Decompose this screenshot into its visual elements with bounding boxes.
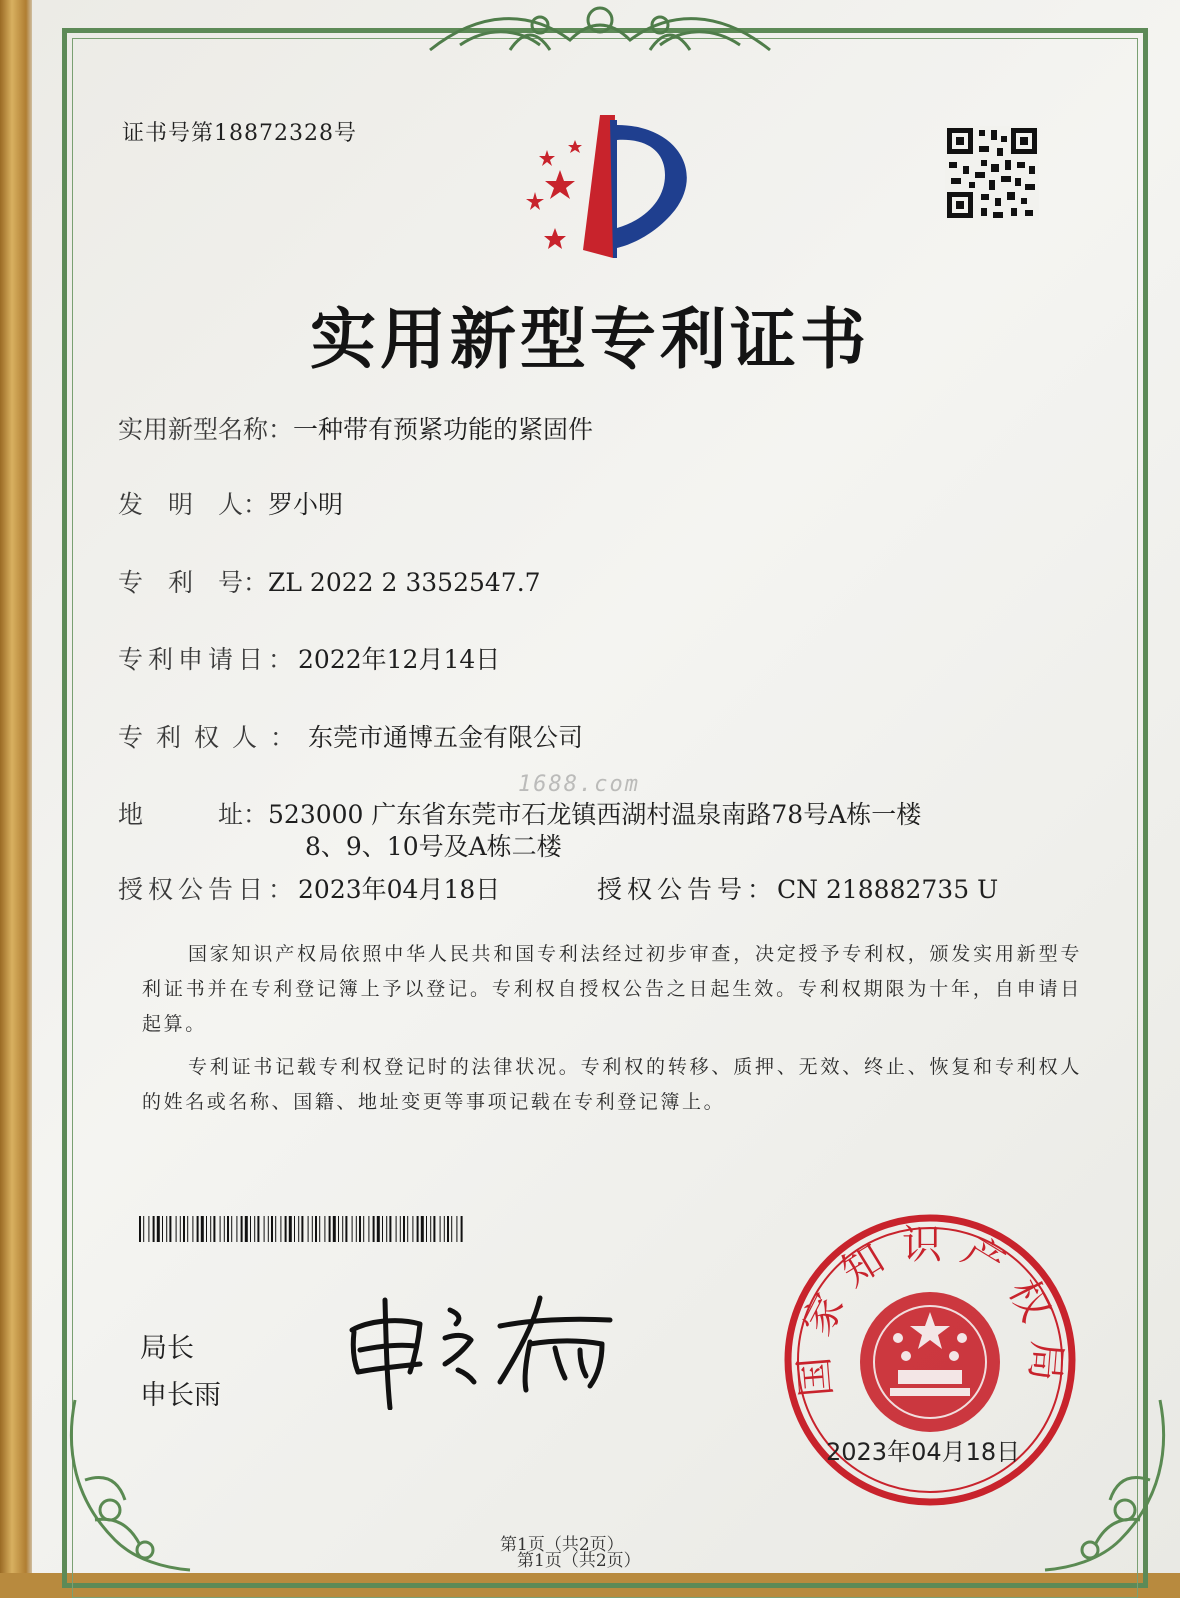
field-label: 专 利 号： xyxy=(118,568,269,597)
field-label: 授权公告号： xyxy=(597,875,778,904)
field-label: 授权公告日： xyxy=(118,875,299,904)
field-label: 专利权人： xyxy=(118,723,309,752)
field-utility-model-name xyxy=(118,410,593,446)
field-patentee xyxy=(118,718,583,754)
field-value: 罗小明 xyxy=(268,490,344,519)
barcode-icon xyxy=(139,1216,463,1242)
field-label: 发 明 人： xyxy=(118,490,269,519)
field-value: 一种带有预紧功能的紧固件 xyxy=(293,415,594,444)
statement-paragraph: 国家知识产权局依照中华人民共和国专利法经过初步审查，决定授予专利权，颁发实用新型专利证书并在专利登记簿上予以登记。专利权自授权公告之日起生效。专利权期限为十年，自申请日起算。 xyxy=(142,943,1082,1035)
corner-ornament-icon xyxy=(55,1390,195,1573)
field-address xyxy=(118,795,921,831)
field-value: 2023年04月18日 xyxy=(298,875,501,904)
seal-text: 国家知识产权局 xyxy=(790,1221,1070,1399)
page-indicator: 第1页（共2页） xyxy=(517,1551,641,1571)
field-label: 专利申请日： xyxy=(118,645,299,674)
field-value: CN 218882735 U xyxy=(777,875,999,904)
field-grant-number xyxy=(597,870,998,906)
page-indicator: 第1页（共2页） xyxy=(500,1535,624,1555)
signature-icon xyxy=(340,1290,620,1410)
field-grant-date xyxy=(118,870,500,906)
qr-code-icon xyxy=(945,126,1039,220)
field-filing-date xyxy=(118,640,500,676)
director-title: 局长 xyxy=(140,1333,194,1364)
certificate-title: 实用新型专利证书 xyxy=(310,300,870,378)
certificate-number: 证书号第18872328号 xyxy=(122,121,357,146)
field-inventor xyxy=(118,485,343,521)
watermark: 1688.com xyxy=(518,772,640,797)
field-value: 2022年12月14日 xyxy=(298,645,501,674)
statement-paragraph: 专利证书记载专利权登记时的法律状况。专利权的转移、质押、无效、终止、恢复和专利权人的姓名或名称、国籍、地址变更等事项记载在专利登记簿上。 xyxy=(142,1056,1082,1113)
field-value: 东莞市通博五金有限公司 xyxy=(308,723,584,752)
address-line-2: 8、9、10号及A栋二楼 xyxy=(305,832,562,861)
director-name: 申长雨 xyxy=(140,1380,221,1411)
field-patent-number xyxy=(118,563,541,599)
seal-date: 2023年04月18日 xyxy=(826,1438,1021,1466)
patent-office-logo-icon xyxy=(505,110,705,260)
field-value: 523000 广东省东莞市石龙镇西湖村温泉南路78号A栋一楼 xyxy=(268,800,922,829)
field-label: 实用新型名称： xyxy=(118,415,294,444)
field-label: 地 址： xyxy=(118,800,269,829)
top-ornament-icon xyxy=(420,0,780,60)
field-value: ZL 2022 2 3352547.7 xyxy=(268,568,541,597)
